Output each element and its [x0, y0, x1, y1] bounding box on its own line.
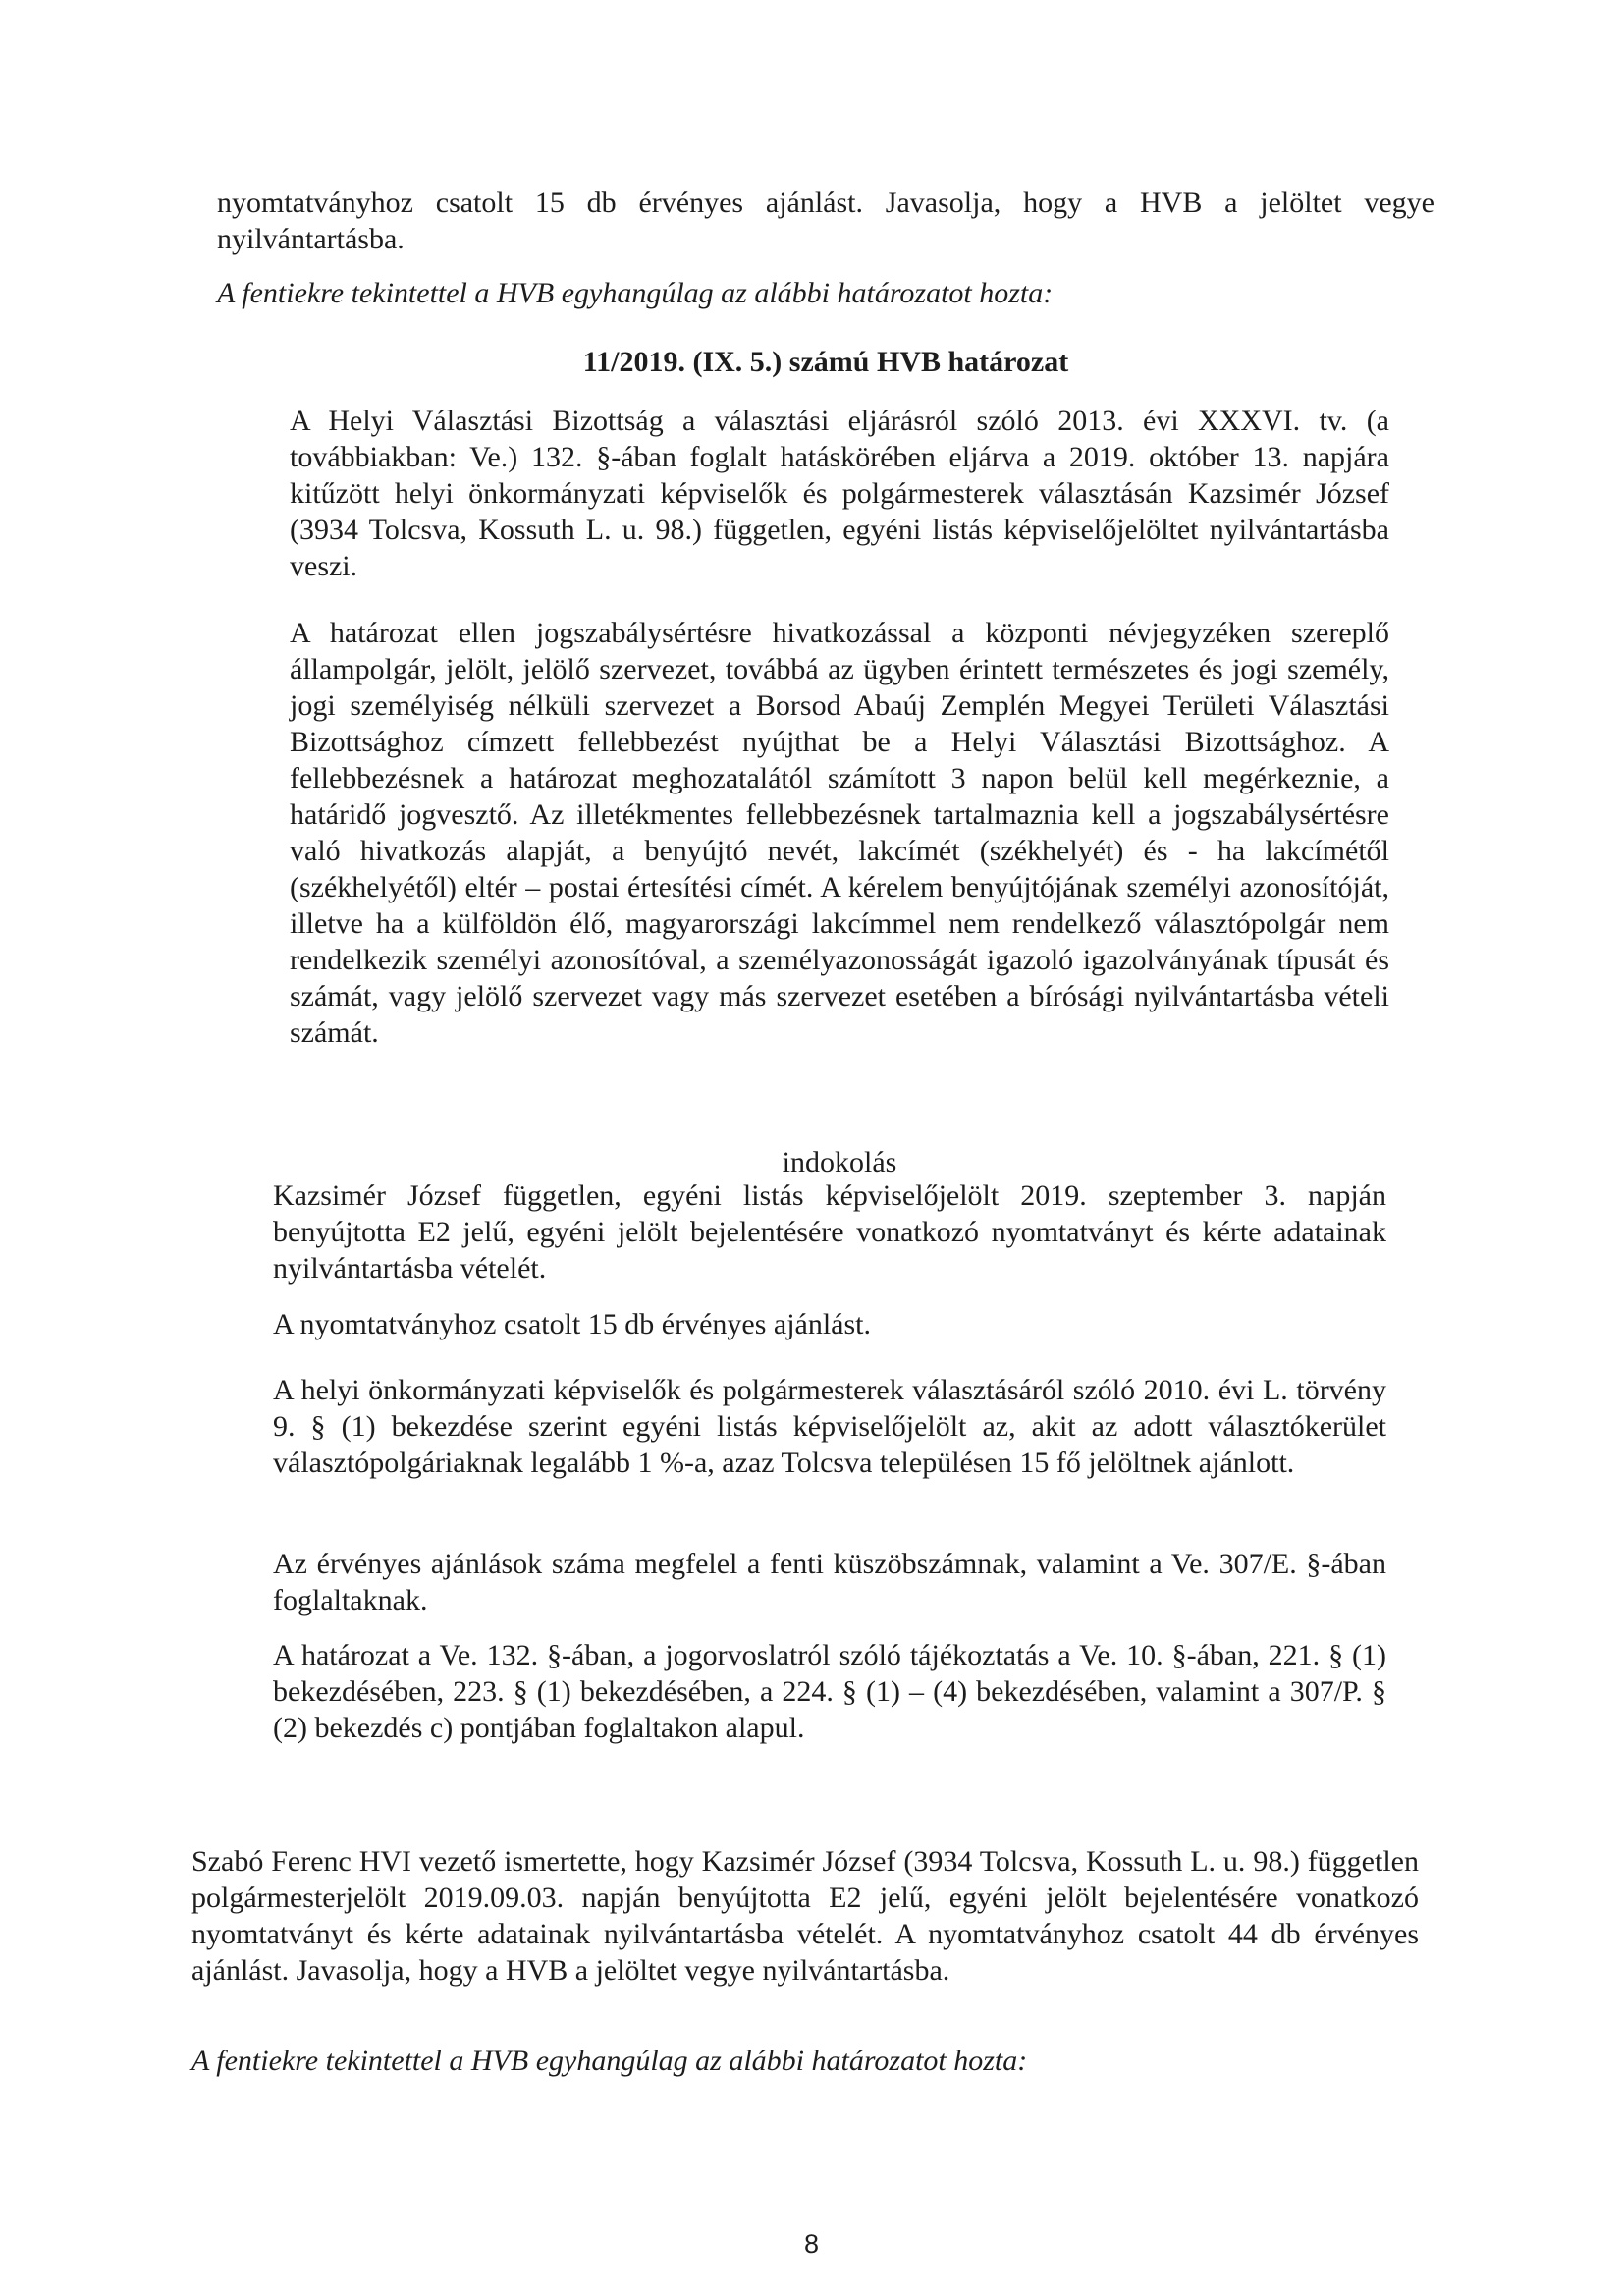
decision-intro-line: A fentiekre tekintettel a HVB egyhangúlag az alábbi határozatot hozta: — [217, 277, 1054, 309]
page-number: 8 — [803, 2229, 820, 2259]
justification-paragraph-1: Kazsimér József független, egyéni listás képviselőjelölt 2019. szeptember 3. napján benyújtotta E2 jelű, egyéni jelölt bejelentésére vonatkozó nyomtatványt és kérte adatainak nyilvántartásba vételét. — [273, 1179, 1386, 1285]
justification-paragraph-4: Az érvényes ajánlások száma megfelel a fenti küszöbszámnak, valamint a Ve. 307/E. §-ában foglaltaknak. — [273, 1548, 1386, 1616]
justification-paragraph-2: A nyomtatványhoz csatolt 15 db érvényes ajánlást. — [273, 1308, 872, 1340]
justification-paragraph-5: A határozat a Ve. 132. §-ában, a jogorvoslatról szóló tájékoztatás a Ve. 10. §-ában, 221. § (1) bekezdésében, 223. § (1) bekezdésében, a 224. § (1) – (4) bekezdésében, valamint a 307/P. § (2) bekezdés c) pontjában foglaltakon alapul. — [273, 1639, 1386, 1744]
top-paragraph: nyomtatványhoz csatolt 15 db érvényes ajánlást. Javasolja, hogy a HVB a jelöltet vegye nyilvántartásba. — [217, 187, 1434, 255]
resolution-text: A Helyi Választási Bizottság a választási eljárásról szóló 2013. évi XXXVI. tv. (a továbbiakban: Ve.) 132. §-ában foglalt hatáskörében eljárva a 2019. október 13. napjára kitűzött helyi önkormányzati képviselők és polgármesterek választásán Kazsimér József (3934 Tolcsva, Kossuth L. u. 98.) független, egyéni listás képviselőjelöltet nyilvántartásba veszi. — [290, 405, 1389, 582]
appeal-notice: A határozat ellen jogszabálysértésre hivatkozással a központi névjegyzéken szereplő állampolgár, jelölt, jelölő szervezet, továbbá az ügyben érintett természetes és jogi személy, jogi személyiség nélküli szervezet a Borsod Abaúj Zemplén Megyei Területi Választási Bizottsághoz címzett fellebbezést nyújthat be a Helyi Választási Bizottsághoz. A fellebbezésnek a határozat meghozatalától számított 3 napon belül kell megérkeznie, a határidő jogvesztő. Az illetékmentes fellebbezésnek tartalmaznia kell a jogszabálysértésre való hivatkozás alapját, a benyújtó nevét, lakcímét (székhelyét) és - ha lakcímétől (székhelyétől) eltér – postai értesítési címét. A kérelem benyújtójának személyi azonosítóját, illetve ha a külföldön élő, magyarországi lakcímmel nem rendelkező választópolgár nem rendelkezik személyi azonosítóval, a személyazonosságát igazoló igazolványának típusát és számát, vagy jelölő szervezet vagy más szervezet esetében a bírósági nyilvántartásba vételi számát. — [290, 617, 1389, 1049]
decision-intro-line-2: A fentiekre tekintettel a HVB egyhangúlag az alábbi határozatot hozta: — [191, 2045, 1028, 2077]
resolution-title: 11/2019. (IX. 5.) számú HVB határozat — [582, 346, 1069, 378]
justification-paragraph-3: A helyi önkormányzati képviselők és polgármesterek választásáról szóló 2010. évi L. törvény 9. § (1) bekezdése szerint egyéni listás képviselőjelölt az, akit az adott választókerület választópolgáriaknak legalább 1 %-a, azaz Tolcsva településen 15 fő jelöltnek ajánlott. — [273, 1374, 1386, 1479]
justification-heading: indokolás — [782, 1146, 897, 1178]
next-item-paragraph: Szabó Ferenc HVI vezető ismertette, hogy Kazsimér József (3934 Tolcsva, Kossuth L. u. 98.) független polgármesterjelölt 2019.09.03. napján benyújtotta E2 jelű, egyéni jelölt bejelentésére vonatkozó nyomtatványt és kérte adatainak nyilvántartásba vételét. A nyomtatványhoz csatolt 44 db érvényes ajánlást. Javasolja, hogy a HVB a jelöltet vegye nyilvántartásba. — [191, 1845, 1419, 1987]
